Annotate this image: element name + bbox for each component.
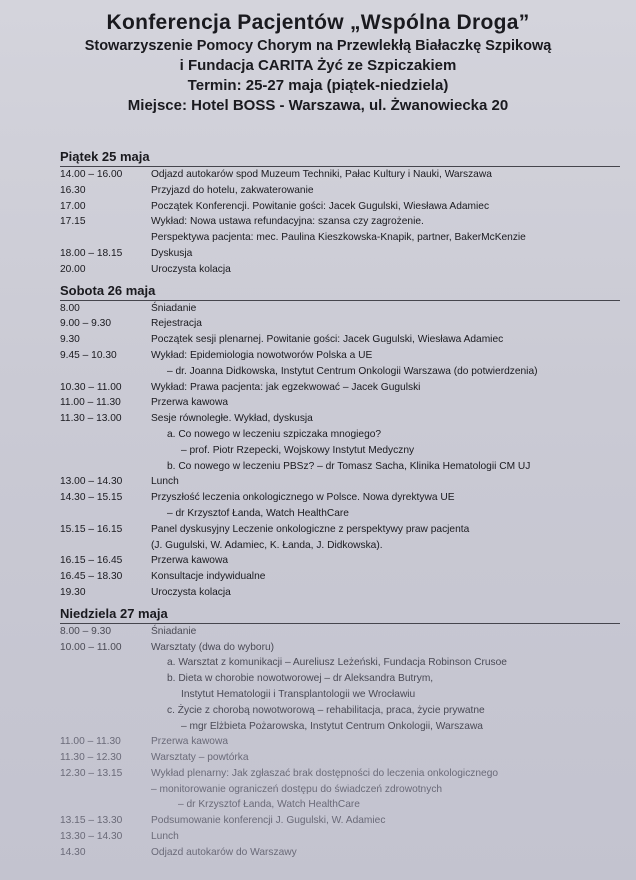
schedule-row [60, 640, 620, 656]
schedule-row [60, 845, 620, 861]
schedule-row [60, 624, 620, 640]
schedule-row [60, 813, 620, 829]
document-header [0, 0, 636, 116]
row-text: Początek Konferencji. Powitanie gości: Jacek Gugulski, Wiesława Adamiec [151, 200, 490, 212]
schedule-row [60, 380, 620, 396]
row-time [60, 506, 151, 522]
schedule-row [60, 671, 620, 687]
row-time [60, 443, 151, 459]
row-text: Śniadanie [151, 625, 197, 637]
row-text: a. Co nowego w leczeniu szpiczaka mnogiego? [167, 428, 382, 440]
row-time: 13.15 – 13.30 [60, 815, 123, 827]
schedule-row [60, 411, 620, 427]
row-text: Perspektywa pacjenta: mec. Paulina Kieszkowska-Knapik, partner, BakerMcKenzie [151, 232, 526, 244]
row-text: Wykład: Prawa pacjenta: jak egzekwować – Jacek Gugulski [151, 381, 421, 393]
schedule-row [60, 230, 620, 246]
row-time [60, 687, 151, 703]
row-text: Rejestracja [151, 318, 202, 330]
row-time: 9.45 – 10.30 [60, 349, 117, 361]
row-time: 13.30 – 14.30 [60, 831, 123, 843]
row-time: 8.00 [60, 302, 80, 314]
schedule-row [60, 829, 620, 845]
row-text: Wykład: Epidemiologia nowotworów Polska a UE [151, 349, 373, 361]
row-time: 16.45 – 18.30 [60, 571, 123, 583]
conference-venue: Miejsce: Hotel BOSS - Warszawa, ul. Żwanowiecka 20 [127, 97, 509, 114]
row-text: – dr. Joanna Didkowska, Instytut Centrum Onkologii Warszawa (do potwierdzenia) [167, 365, 538, 377]
row-time: 16.15 – 16.45 [60, 555, 123, 567]
row-text: Początek sesji plenarnej. Powitanie gości: Jacek Gugulski, Wiesława Adamiec [151, 334, 504, 346]
row-time: 14.30 – 15.15 [60, 492, 123, 504]
row-time [60, 671, 151, 687]
day-title-friday: Piątek 25 maja [60, 149, 150, 164]
schedule-row [60, 183, 620, 199]
row-time: 17.00 [60, 200, 86, 212]
schedule-row [60, 797, 620, 813]
schedule-row [60, 364, 620, 380]
day-title-sunday: Niedziela 27 maja [60, 605, 168, 621]
row-time [60, 797, 151, 813]
row-time [60, 782, 151, 798]
schedule-row [60, 522, 620, 538]
row-time [60, 364, 151, 380]
row-text: b. Co nowego w leczeniu PBSz? – dr Tomasz Sacha, Klinika Hematologii CM UJ [167, 460, 531, 472]
row-time [60, 427, 151, 443]
schedule-row [60, 214, 620, 230]
row-text: Przyszłość leczenia onkologicznego w Polsce. Nowa dyrektywa UE [151, 492, 455, 504]
schedule-row [60, 719, 620, 735]
row-time [60, 459, 151, 475]
row-time: 10.00 – 11.00 [60, 641, 122, 653]
row-time [60, 538, 151, 554]
schedule-row [60, 395, 620, 411]
row-text: Uroczysta kolacja [151, 263, 231, 275]
conference-title: Konferencja Pacjentów „Wspólna Droga” [106, 11, 530, 34]
row-time: 14.00 – 16.00 [60, 169, 123, 180]
schedule-row [60, 490, 620, 506]
row-time: 8.00 – 9.30 [60, 625, 111, 637]
schedule-row [60, 443, 620, 459]
row-time: 9.00 – 9.30 [60, 318, 111, 330]
schedule-row [60, 538, 620, 554]
row-text: Panel dyskusyjny Leczenie onkologiczne z perspektywy praw pacjenta [151, 523, 470, 535]
schedule-row [60, 703, 620, 719]
row-time [60, 703, 151, 719]
row-text: b. Dieta w chorobie nowotworowej – dr Aleksandra Butrym, [167, 673, 434, 685]
schedule-row [60, 734, 620, 750]
row-text: Uroczysta kolacja [151, 586, 231, 598]
conference-dates: Termin: 25-27 maja (piątek-niedziela) [187, 77, 449, 94]
row-text: Lunch [151, 476, 179, 488]
schedule-row [60, 750, 620, 766]
row-text: Warsztaty – powtórka [151, 752, 249, 764]
row-time: 19.30 [60, 586, 86, 598]
row-text: – dr Krzysztof Łanda, Watch HealthCare [178, 799, 360, 811]
organizer-line-1: Stowarzyszenie Pomocy Chorym na Przewlekłą Białaczkę Szpikową [84, 38, 552, 54]
row-text: Przerwa kawowa [151, 397, 228, 409]
row-text: Przyjazd do hotelu, zakwaterowanie [151, 184, 314, 196]
day-title-saturday: Sobota 26 maja [60, 282, 156, 298]
row-text: Podsumowanie konferencji J. Gugulski, W. Adamiec [151, 815, 386, 827]
schedule-row [60, 427, 620, 443]
schedule-row [60, 782, 620, 798]
row-text: – dr Krzysztof Łanda, Watch HealthCare [167, 507, 349, 519]
row-time: 10.30 – 11.00 [60, 381, 122, 393]
schedule-row [60, 569, 620, 585]
row-text: c. Życie z chorobą nowotworową – rehabilitacja, praca, życie prywatne [167, 704, 485, 716]
row-text: Lunch [151, 831, 179, 843]
row-text: Dyskusja [151, 247, 193, 259]
programme [60, 144, 620, 861]
row-time: 11.00 – 11.30 [60, 736, 121, 748]
row-time: 16.30 [60, 184, 86, 196]
schedule-row [60, 474, 620, 490]
row-time: 11.30 – 13.00 [60, 413, 122, 425]
schedule-row [60, 506, 620, 522]
schedule-row [60, 262, 620, 278]
row-time: 20.00 [60, 263, 86, 275]
schedule-row [60, 553, 620, 569]
row-text: Sesje równoległe. Wykład, dyskusja [151, 413, 313, 425]
row-text: – monitorowanie ograniczeń dostępu do świadczeń zdrowotnych [151, 783, 443, 795]
row-text: Warsztaty (dwa do wyboru) [151, 641, 275, 653]
schedule-row [60, 687, 620, 703]
row-time: 12.30 – 13.15 [60, 767, 123, 779]
row-text: – mgr Elżbieta Pożarowska, Instytut Centrum Onkologii, Warszawa [181, 720, 483, 732]
row-text: Przerwa kawowa [151, 736, 228, 748]
row-text: – prof. Piotr Rzepecki, Wojskowy Instytut Medyczny [181, 444, 415, 456]
row-time: 11.00 – 11.30 [60, 397, 121, 409]
schedule-row [60, 459, 620, 475]
row-text: Odjazd autokarów spod Muzeum Techniki, Pałac Kultury i Nauki, Warszawa [151, 169, 492, 180]
schedule-row [60, 332, 620, 348]
row-time: 18.00 – 18.15 [60, 247, 123, 259]
schedule-row [60, 316, 620, 332]
row-time [60, 719, 151, 735]
schedule-row [60, 167, 620, 183]
row-text: Przerwa kawowa [151, 555, 228, 567]
row-time: 11.30 – 12.30 [60, 752, 122, 764]
organizer-line-2: i Fundacja CARITA Żyć ze Szpiczakiem [179, 57, 457, 74]
row-time [60, 655, 151, 671]
row-text: Wykład plenarny: Jak zgłaszać brak dostępności do leczenia onkologicznego [151, 767, 499, 779]
schedule-row [60, 655, 620, 671]
row-text: (J. Gugulski, W. Adamiec, K. Łanda, J. Didkowska). [151, 539, 383, 551]
row-time: 9.30 [60, 334, 80, 346]
schedule-row [60, 199, 620, 215]
row-time: 14.30 [60, 846, 86, 858]
row-time [60, 230, 151, 246]
row-time: 17.15 [60, 216, 86, 228]
schedule-row [60, 301, 620, 317]
schedule-row [60, 348, 620, 364]
schedule-row [60, 585, 620, 601]
schedule-row [60, 766, 620, 782]
row-text: Konsultacje indywidualne [151, 571, 266, 583]
row-text: Śniadanie [151, 302, 197, 314]
schedule-row [60, 246, 620, 262]
row-text: a. Warsztat z komunikacji – Aureliusz Leżeński, Fundacja Robinson Crusoe [167, 657, 507, 669]
row-text: Wykład: Nowa ustawa refundacyjna: szansa czy zagrożenie. [151, 216, 424, 228]
row-time: 15.15 – 16.15 [60, 523, 123, 535]
row-text: Instytut Hematologii i Transplantologii we Wrocławiu [181, 688, 416, 700]
row-text: Odjazd autokarów do Warszawy [151, 846, 297, 858]
row-time: 13.00 – 14.30 [60, 476, 123, 488]
